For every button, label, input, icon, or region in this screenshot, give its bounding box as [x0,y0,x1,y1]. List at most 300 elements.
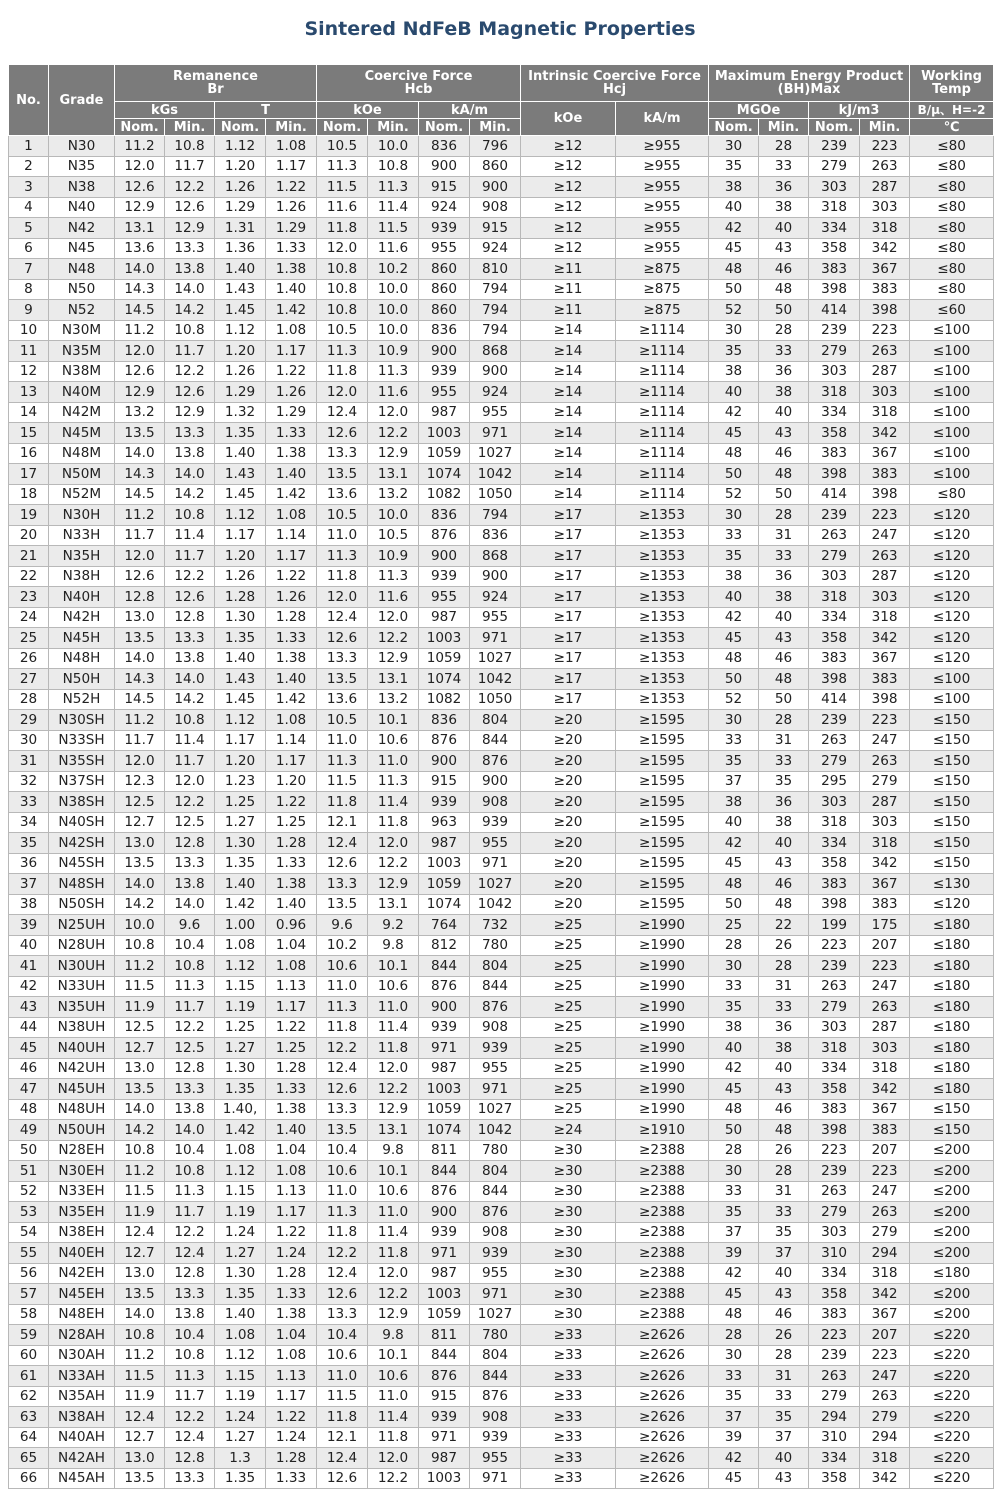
cell-hcj-kam: ≥2388 [616,1181,709,1202]
cell-br-t-nom: 1.40 [215,259,266,280]
cell-bh-mgoe-min: 38 [759,812,809,833]
cell-br-kgs-min: 10.8 [165,320,215,341]
table-row [9,1222,994,1243]
cell-hcb-kam-nom: 876 [419,976,470,997]
cell-bh-kjm3-nom: 334 [809,402,860,423]
table-row [9,689,994,710]
cell-no: 37 [9,874,49,895]
cell-bh-mgoe-min: 22 [759,915,809,936]
cell-br-t-nom: 1.27 [215,812,266,833]
cell-br-t-nom: 1.25 [215,792,266,813]
cell-br-kgs-min: 11.3 [165,1181,215,1202]
cell-br-t-nom: 1.12 [215,505,266,526]
cell-hcb-kam-nom: 939 [419,792,470,813]
cell-hcb-koe-nom: 12.4 [317,402,368,423]
cell-bh-kjm3-min: 223 [860,1345,910,1366]
cell-working-temp: ≤100 [910,669,994,690]
cell-br-t-min: 1.40 [266,894,317,915]
cell-working-temp: ≤100 [910,341,994,362]
cell-br-t-min: 1.33 [266,628,317,649]
cell-grade: N42SH [49,833,115,854]
table-row [9,1058,994,1079]
cell-hcj-kam: ≥1595 [616,771,709,792]
table-row [9,935,994,956]
cell-bh-kjm3-min: 223 [860,136,910,157]
cell-bh-mgoe-min: 26 [759,1140,809,1161]
cell-hcj-kam: ≥1990 [616,1017,709,1038]
cell-bh-kjm3-min: 263 [860,997,910,1018]
cell-working-temp: ≤220 [910,1448,994,1469]
cell-hcj-koe: ≥20 [521,853,616,874]
cell-hcj-koe: ≥33 [521,1345,616,1366]
cell-bh-kjm3-nom: 358 [809,628,860,649]
cell-br-t-nom: 1.32 [215,402,266,423]
cell-bh-kjm3-min: 367 [860,259,910,280]
cell-bh-kjm3-min: 342 [860,1079,910,1100]
table-row [9,1140,994,1161]
cell-br-kgs-min: 13.3 [165,238,215,259]
cell-br-t-nom: 1.35 [215,423,266,444]
cell-hcb-koe-nom: 11.0 [317,976,368,997]
cell-hcj-koe: ≥30 [521,1263,616,1284]
cell-no: 5 [9,218,49,239]
cell-br-t-nom: 1.19 [215,1386,266,1407]
cell-hcb-koe-min: 10.2 [368,259,419,280]
table-row [9,320,994,341]
cell-bh-mgoe-min: 37 [759,1427,809,1448]
cell-no: 2 [9,156,49,177]
header-unit-koe: kOe [317,102,419,119]
cell-bh-kjm3-min: 263 [860,1386,910,1407]
cell-bh-kjm3-min: 287 [860,792,910,813]
cell-hcj-koe: ≥14 [521,464,616,485]
table-row [9,238,994,259]
cell-hcb-kam-nom: 844 [419,1161,470,1182]
cell-br-t-nom: 1.35 [215,853,266,874]
cell-br-t-nom: 1.36 [215,238,266,259]
cell-bh-kjm3-nom: 295 [809,771,860,792]
cell-br-t-nom: 1.15 [215,1181,266,1202]
cell-br-t-nom: 1.27 [215,1243,266,1264]
cell-br-t-nom: 1.30 [215,607,266,628]
cell-hcb-kam-nom: 836 [419,710,470,731]
cell-bh-kjm3-min: 263 [860,546,910,567]
cell-hcj-kam: ≥1595 [616,894,709,915]
cell-bh-mgoe-nom: 39 [709,1427,759,1448]
cell-br-t-min: 1.17 [266,1202,317,1223]
cell-hcb-kam-min: 971 [470,423,521,444]
cell-br-kgs-nom: 11.7 [115,525,165,546]
cell-br-t-nom: 1.42 [215,894,266,915]
cell-hcb-koe-min: 11.3 [368,771,419,792]
cell-bh-kjm3-nom: 279 [809,1202,860,1223]
cell-br-t-min: 1.22 [266,792,317,813]
cell-no: 51 [9,1161,49,1182]
cell-working-temp: ≤200 [910,1161,994,1182]
cell-hcb-koe-min: 11.8 [368,1038,419,1059]
cell-bh-kjm3-nom: 310 [809,1427,860,1448]
cell-br-kgs-nom: 14.0 [115,443,165,464]
cell-hcj-koe: ≥25 [521,935,616,956]
cell-br-t-min: 1.40 [266,669,317,690]
cell-br-kgs-nom: 10.8 [115,1140,165,1161]
cell-bh-kjm3-min: 279 [860,1407,910,1428]
cell-hcb-koe-nom: 11.8 [317,1407,368,1428]
cell-hcb-kam-nom: 987 [419,402,470,423]
cell-grade: N48EH [49,1304,115,1325]
table-row [9,197,994,218]
cell-br-kgs-min: 13.8 [165,1099,215,1120]
cell-bh-mgoe-nom: 52 [709,300,759,321]
cell-br-t-min: 1.08 [266,956,317,977]
cell-hcj-koe: ≥12 [521,156,616,177]
cell-hcb-kam-min: 955 [470,1263,521,1284]
cell-bh-kjm3-nom: 334 [809,833,860,854]
cell-br-kgs-nom: 14.0 [115,1304,165,1325]
cell-br-t-nom: 1.25 [215,1017,266,1038]
cell-grade: N48UH [49,1099,115,1120]
cell-hcj-koe: ≥12 [521,197,616,218]
cell-hcb-kam-nom: 876 [419,525,470,546]
header-min: Min. [165,119,215,136]
cell-hcb-kam-nom: 924 [419,197,470,218]
cell-no: 65 [9,1448,49,1469]
cell-bh-kjm3-min: 398 [860,300,910,321]
cell-hcb-kam-nom: 1003 [419,1079,470,1100]
cell-hcb-kam-min: 780 [470,1325,521,1346]
cell-working-temp: ≤100 [910,423,994,444]
cell-bh-mgoe-nom: 45 [709,1284,759,1305]
cell-bh-kjm3-nom: 239 [809,1345,860,1366]
cell-hcb-koe-min: 10.1 [368,1161,419,1182]
cell-br-kgs-min: 14.2 [165,300,215,321]
cell-hcj-koe: ≥25 [521,1079,616,1100]
cell-bh-mgoe-min: 43 [759,1284,809,1305]
cell-hcb-kam-min: 844 [470,1181,521,1202]
cell-br-kgs-nom: 14.5 [115,484,165,505]
cell-hcb-koe-nom: 11.8 [317,792,368,813]
cell-hcj-kam: ≥1114 [616,361,709,382]
cell-hcb-kam-nom: 1003 [419,1284,470,1305]
cell-br-t-min: 1.04 [266,935,317,956]
cell-br-kgs-min: 10.4 [165,1325,215,1346]
cell-br-kgs-nom: 12.0 [115,751,165,772]
cell-hcj-kam: ≥1990 [616,1099,709,1120]
cell-hcb-koe-nom: 13.5 [317,1120,368,1141]
cell-working-temp: ≤180 [910,976,994,997]
cell-br-t-min: 1.25 [266,1038,317,1059]
cell-bh-mgoe-min: 43 [759,1468,809,1489]
cell-br-t-nom: 1.08 [215,935,266,956]
cell-hcb-kam-nom: 876 [419,1181,470,1202]
cell-hcb-koe-nom: 11.3 [317,156,368,177]
cell-grade: N48H [49,648,115,669]
cell-hcb-koe-nom: 13.5 [317,669,368,690]
cell-bh-mgoe-min: 35 [759,771,809,792]
cell-br-kgs-nom: 10.8 [115,935,165,956]
cell-grade: N37SH [49,771,115,792]
cell-grade: N38M [49,361,115,382]
cell-hcb-kam-nom: 900 [419,341,470,362]
cell-hcb-koe-min: 9.8 [368,935,419,956]
cell-grade: N52M [49,484,115,505]
cell-no: 7 [9,259,49,280]
cell-br-kgs-min: 12.8 [165,833,215,854]
cell-bh-mgoe-min: 40 [759,607,809,628]
cell-hcj-koe: ≥20 [521,710,616,731]
cell-br-t-min: 1.42 [266,300,317,321]
cell-bh-mgoe-nom: 38 [709,1017,759,1038]
cell-hcj-kam: ≥1353 [616,689,709,710]
cell-hcb-koe-nom: 10.5 [317,710,368,731]
cell-bh-kjm3-nom: 239 [809,956,860,977]
cell-br-t-nom: 1.12 [215,1345,266,1366]
cell-bh-kjm3-nom: 334 [809,1058,860,1079]
cell-bh-mgoe-min: 50 [759,484,809,505]
cell-bh-mgoe-nom: 38 [709,361,759,382]
cell-hcb-koe-min: 10.1 [368,1345,419,1366]
cell-bh-kjm3-min: 223 [860,956,910,977]
cell-hcb-kam-min: 794 [470,505,521,526]
cell-working-temp: ≤120 [910,525,994,546]
cell-br-kgs-nom: 12.3 [115,771,165,792]
header-min: Min. [368,119,419,136]
cell-hcj-kam: ≥1990 [616,997,709,1018]
cell-br-kgs-nom: 11.9 [115,997,165,1018]
table-row [9,259,994,280]
cell-hcb-kam-nom: 836 [419,136,470,157]
cell-working-temp: ≤100 [910,689,994,710]
cell-grade: N40EH [49,1243,115,1264]
cell-bh-kjm3-nom: 334 [809,1263,860,1284]
cell-hcj-koe: ≥17 [521,669,616,690]
cell-hcb-kam-nom: 1074 [419,464,470,485]
cell-no: 44 [9,1017,49,1038]
cell-bh-mgoe-nom: 30 [709,136,759,157]
cell-bh-kjm3-min: 223 [860,1161,910,1182]
cell-br-kgs-nom: 13.5 [115,1079,165,1100]
cell-bh-kjm3-nom: 358 [809,238,860,259]
cell-hcb-kam-min: 732 [470,915,521,936]
header-unit-t: T [215,102,317,119]
header-celsius: ℃ [910,119,994,136]
cell-hcb-kam-min: 908 [470,1222,521,1243]
cell-bh-kjm3-nom: 398 [809,894,860,915]
cell-hcb-koe-nom: 12.4 [317,1263,368,1284]
cell-bh-kjm3-min: 207 [860,1140,910,1161]
cell-hcj-koe: ≥33 [521,1366,616,1387]
cell-hcb-koe-nom: 11.5 [317,177,368,198]
cell-working-temp: ≤220 [910,1468,994,1489]
cell-hcb-kam-nom: 1082 [419,689,470,710]
cell-br-kgs-nom: 14.2 [115,894,165,915]
cell-hcb-kam-min: 955 [470,607,521,628]
cell-bh-kjm3-nom: 334 [809,218,860,239]
cell-bh-kjm3-min: 223 [860,505,910,526]
cell-br-kgs-min: 10.4 [165,935,215,956]
cell-working-temp: ≤80 [910,238,994,259]
cell-bh-mgoe-nom: 35 [709,156,759,177]
cell-hcb-kam-min: 955 [470,1058,521,1079]
cell-br-kgs-nom: 13.5 [115,853,165,874]
cell-grade: N28AH [49,1325,115,1346]
table-row [9,423,994,444]
cell-bh-mgoe-min: 36 [759,1017,809,1038]
cell-bh-mgoe-min: 31 [759,1181,809,1202]
header-hcj-unit-kam: kA/m [616,102,709,136]
cell-hcb-koe-nom: 12.6 [317,628,368,649]
cell-bh-kjm3-nom: 279 [809,997,860,1018]
cell-no: 22 [9,566,49,587]
cell-br-t-min: 0.96 [266,915,317,936]
cell-bh-mgoe-min: 46 [759,443,809,464]
cell-hcb-koe-nom: 11.3 [317,341,368,362]
cell-hcj-kam: ≥955 [616,177,709,198]
cell-hcb-koe-min: 11.4 [368,792,419,813]
table-row [9,1099,994,1120]
cell-bh-kjm3-nom: 223 [809,1140,860,1161]
cell-bh-mgoe-min: 37 [759,1243,809,1264]
cell-br-t-nom: 1.35 [215,1468,266,1489]
cell-hcj-kam: ≥2388 [616,1202,709,1223]
cell-bh-kjm3-min: 367 [860,443,910,464]
cell-br-t-nom: 1.30 [215,1263,266,1284]
cell-bh-mgoe-nom: 48 [709,874,759,895]
cell-hcb-koe-min: 12.2 [368,423,419,444]
cell-working-temp: ≤180 [910,997,994,1018]
cell-bh-kjm3-min: 263 [860,341,910,362]
cell-hcb-koe-min: 12.2 [368,628,419,649]
cell-hcb-koe-nom: 10.5 [317,320,368,341]
cell-br-kgs-nom: 13.0 [115,1058,165,1079]
cell-hcb-kam-nom: 1003 [419,423,470,444]
cell-grade: N48SH [49,874,115,895]
cell-hcj-koe: ≥24 [521,1120,616,1141]
cell-no: 55 [9,1243,49,1264]
cell-hcj-koe: ≥17 [521,689,616,710]
cell-hcj-koe: ≥20 [521,894,616,915]
cell-hcj-kam: ≥1114 [616,341,709,362]
cell-bh-kjm3-nom: 414 [809,689,860,710]
cell-bh-kjm3-min: 247 [860,730,910,751]
cell-hcj-kam: ≥2388 [616,1243,709,1264]
cell-hcb-koe-nom: 11.3 [317,997,368,1018]
cell-hcb-koe-min: 13.1 [368,1120,419,1141]
cell-working-temp: ≤100 [910,320,994,341]
cell-br-kgs-min: 12.2 [165,792,215,813]
cell-br-t-nom: 1.43 [215,279,266,300]
cell-br-kgs-nom: 12.0 [115,341,165,362]
cell-br-kgs-nom: 12.7 [115,812,165,833]
cell-bh-kjm3-nom: 383 [809,1304,860,1325]
table-row [9,177,994,198]
cell-no: 45 [9,1038,49,1059]
cell-bh-kjm3-min: 279 [860,771,910,792]
cell-bh-kjm3-nom: 310 [809,1243,860,1264]
cell-hcj-kam: ≥2626 [616,1325,709,1346]
cell-br-t-min: 1.24 [266,1427,317,1448]
table-row [9,1161,994,1182]
cell-no: 1 [9,136,49,157]
cell-br-t-nom: 1.42 [215,1120,266,1141]
cell-no: 60 [9,1345,49,1366]
cell-hcb-koe-nom: 11.0 [317,730,368,751]
cell-grade: N40M [49,382,115,403]
cell-br-kgs-nom: 13.1 [115,218,165,239]
cell-hcb-koe-min: 13.1 [368,464,419,485]
cell-bh-mgoe-min: 31 [759,976,809,997]
cell-bh-mgoe-min: 28 [759,1345,809,1366]
cell-hcb-kam-nom: 1074 [419,669,470,690]
cell-hcb-kam-nom: 1059 [419,1099,470,1120]
cell-br-t-nom: 1.26 [215,361,266,382]
cell-br-kgs-nom: 12.6 [115,177,165,198]
cell-hcb-koe-nom: 10.2 [317,935,368,956]
cell-hcb-koe-nom: 13.6 [317,689,368,710]
cell-hcj-koe: ≥17 [521,587,616,608]
cell-bh-mgoe-min: 33 [759,341,809,362]
cell-hcb-kam-min: 1042 [470,894,521,915]
cell-bh-mgoe-nom: 48 [709,1304,759,1325]
cell-br-t-nom: 1.45 [215,300,266,321]
cell-grade: N42 [49,218,115,239]
cell-br-kgs-min: 13.3 [165,1284,215,1305]
cell-bh-kjm3-min: 398 [860,484,910,505]
cell-hcb-koe-nom: 12.0 [317,382,368,403]
cell-working-temp: ≤180 [910,935,994,956]
cell-br-kgs-nom: 14.2 [115,1120,165,1141]
cell-br-kgs-nom: 13.5 [115,628,165,649]
cell-working-temp: ≤150 [910,771,994,792]
cell-hcb-koe-nom: 11.8 [317,566,368,587]
cell-working-temp: ≤200 [910,1222,994,1243]
cell-br-kgs-nom: 13.5 [115,1468,165,1489]
cell-br-kgs-nom: 13.0 [115,833,165,854]
cell-br-kgs-nom: 12.5 [115,792,165,813]
cell-hcb-koe-min: 11.4 [368,1017,419,1038]
cell-hcj-kam: ≥2626 [616,1427,709,1448]
cell-br-kgs-nom: 13.0 [115,607,165,628]
cell-hcb-koe-min: 9.2 [368,915,419,936]
cell-grade: N33AH [49,1366,115,1387]
cell-br-t-min: 1.22 [266,361,317,382]
cell-br-kgs-min: 14.2 [165,484,215,505]
cell-working-temp: ≤150 [910,730,994,751]
cell-br-kgs-min: 13.8 [165,1304,215,1325]
cell-hcj-koe: ≥17 [521,566,616,587]
cell-br-t-min: 1.17 [266,1386,317,1407]
cell-br-t-min: 1.40 [266,464,317,485]
cell-hcb-koe-nom: 10.5 [317,136,368,157]
cell-hcj-kam: ≥1353 [616,669,709,690]
cell-bh-mgoe-min: 48 [759,669,809,690]
cell-bh-kjm3-nom: 279 [809,156,860,177]
cell-br-kgs-min: 12.4 [165,1427,215,1448]
cell-hcb-kam-min: 971 [470,628,521,649]
cell-grade: N33SH [49,730,115,751]
cell-hcb-kam-nom: 955 [419,382,470,403]
cell-hcj-kam: ≥955 [616,156,709,177]
cell-hcj-kam: ≥2626 [616,1366,709,1387]
cell-hcj-koe: ≥20 [521,751,616,772]
cell-hcj-kam: ≥1595 [616,792,709,813]
cell-hcj-kam: ≥1114 [616,484,709,505]
cell-bh-kjm3-min: 318 [860,833,910,854]
cell-no: 14 [9,402,49,423]
cell-hcb-koe-min: 12.0 [368,1448,419,1469]
cell-hcj-koe: ≥17 [521,546,616,567]
table-row [9,1427,994,1448]
